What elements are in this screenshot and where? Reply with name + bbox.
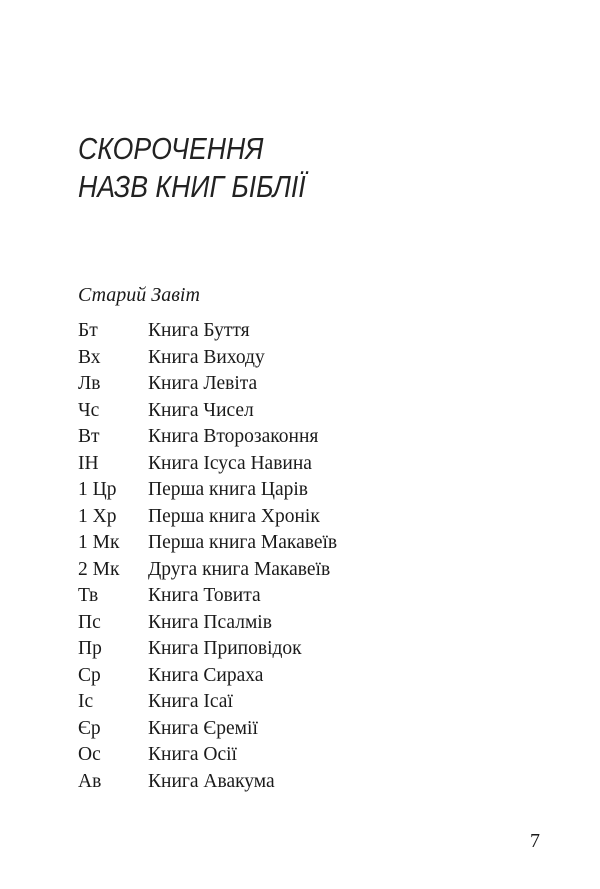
abbreviation: Чс [78,399,100,421]
list-item [78,610,337,637]
abbreviation: Вт [78,426,100,447]
book-name: Книга Осії [148,744,237,765]
book-name: Книга Сираха [148,664,264,686]
page-title [78,130,306,206]
abbreviation: Іс [78,691,94,712]
list-item [78,398,337,425]
book-name: Перша книга Макавеїв [148,532,338,553]
title-line: НАЗВ КНИГ БІБЛІЇ [78,169,306,204]
list-item [78,345,337,372]
book-name: Книга Псалмів [148,611,272,633]
abbreviation: 2 Мк [78,558,120,580]
list-item [78,689,337,716]
list-item [78,504,337,531]
book-name: Книга Авакума [148,770,275,792]
list-item [78,318,337,345]
list-item [78,742,337,769]
list-item [78,530,337,557]
abbreviation: 1 Хр [78,505,117,527]
book-name: Книга Левіта [148,373,258,394]
title-line: СКОРОЧЕННЯ [78,131,264,166]
abbreviation: Пр [78,638,102,659]
abbreviation: ІН [78,452,99,474]
book-name: Книга Виходу [148,346,265,368]
abbreviation: Ав [78,770,102,792]
list-item [78,371,337,398]
book-name: Книга Приповідок [148,638,302,659]
list-item [78,424,337,451]
list-item [78,636,337,663]
abbreviation: Тв [78,585,99,606]
abbreviation: Вх [78,346,101,368]
abbreviation: Лв [78,373,101,394]
abbreviation: Ср [78,664,101,686]
abbreviation: 1 Цр [78,479,117,500]
book-name: Книга Товита [148,585,261,606]
book-name: Друга книга Макавеїв [148,558,331,580]
book-name: Перша книга Царів [148,479,309,500]
abbreviation-list [78,318,337,795]
abbreviation: Пс [78,611,101,633]
section-heading: Старий Завіт [78,284,200,306]
list-item [78,557,337,584]
book-name: Книга Второзаконня [148,426,319,447]
abbreviation: Бт [78,320,98,341]
list-item [78,583,337,610]
list-item [78,769,337,796]
list-item [78,663,337,690]
page-number: 7 [530,830,540,852]
list-item [78,477,337,504]
list-item [78,716,337,743]
book-name: Книга Ісуса Навина [148,452,312,474]
book-name: Книга Єремії [148,717,258,739]
book-name: Книга Ісаї [148,691,233,712]
abbreviation: 1 Мк [78,532,120,553]
list-item [78,451,337,478]
book-name: Книга Буття [148,320,250,341]
abbreviation: Єр [78,717,101,739]
abbreviation: Ос [78,744,101,765]
book-name: Перша книга Хронік [148,505,320,527]
book-name: Книга Чисел [148,399,254,421]
